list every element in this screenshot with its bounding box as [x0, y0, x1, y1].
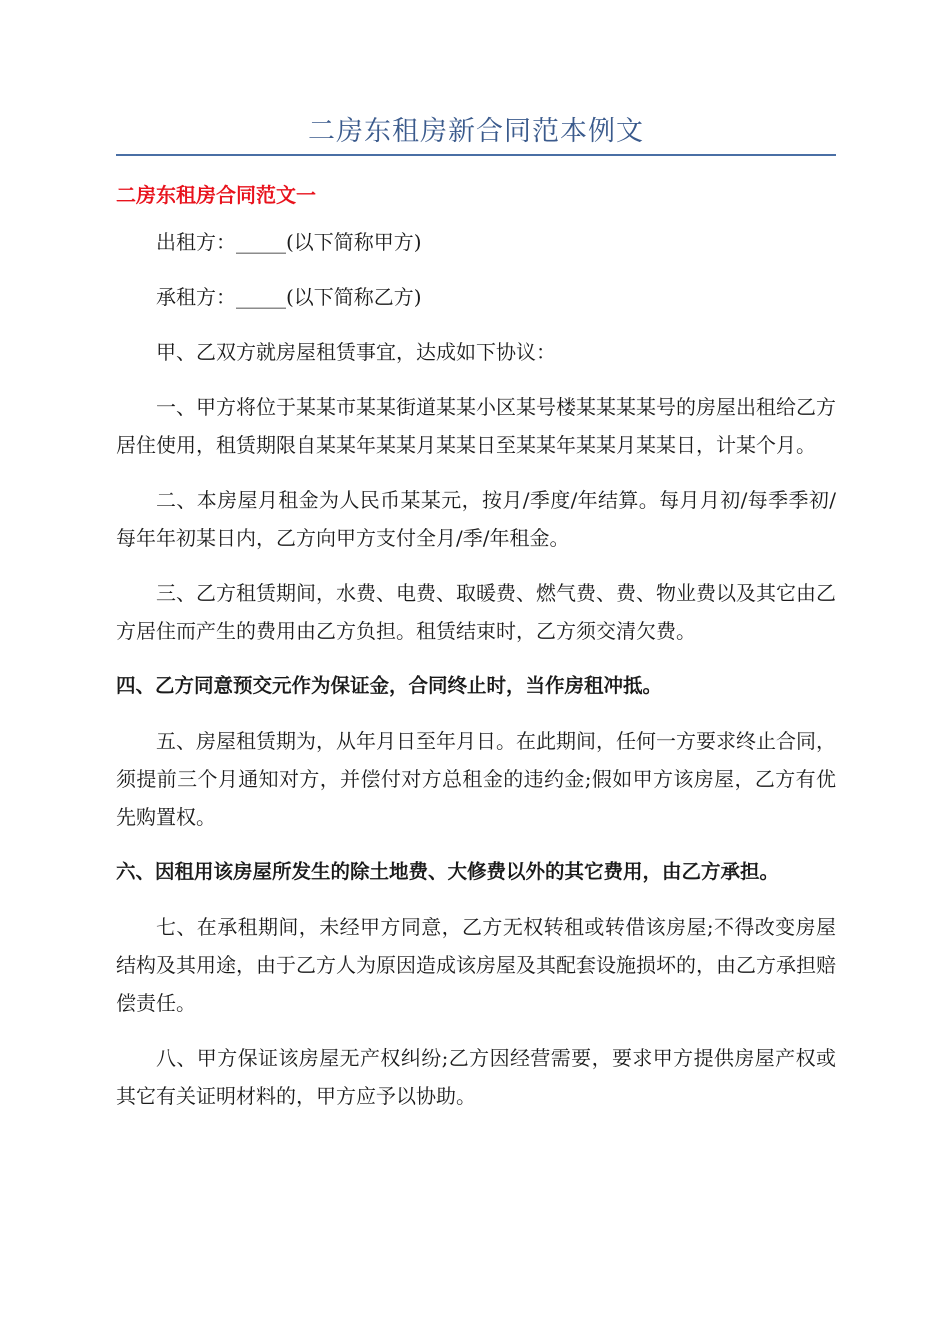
paragraph-clause-3: 三、乙方租赁期间，水费、电费、取暖费、燃气费、费、物业费以及其它由乙方居住而产生的费用由乙方负担。租赁结束时，乙方须交清欠费。 — [116, 581, 836, 643]
paragraph-clause-2: 二、本房屋月租金为人民币某某元，按月/季度/年结算。每月月初/每季季初/每年年初某日内，乙方向甲方支付全月/季/年租金。 — [116, 488, 836, 550]
paragraph-clause-4: 四、乙方同意预交元作为保证金，合同终止时，当作房租冲抵。 — [116, 674, 663, 697]
document-title: 二房东租房新合同范本例文 — [308, 116, 644, 147]
paragraph-agreement-intro: 甲、乙双方就房屋租赁事宜，达成如下协议： — [156, 340, 556, 364]
paragraph-clause-1: 一、甲方将位于某某市某某街道某某小区某号楼某某某某号的房屋出租给乙方居住使用，租赁期限自某某年某某月某某日至某某年某某月某某日，计某个月。 — [116, 395, 836, 457]
title-divider — [116, 154, 836, 156]
paragraph-lessee: 承租方：_____(以下简称乙方) — [156, 285, 422, 309]
paragraph-lessor: 出租方：_____(以下简称甲方) — [156, 230, 422, 254]
document-body — [116, 223, 836, 1132]
section-heading: 二房东租房合同范文一 — [116, 183, 316, 207]
paragraph-clause-6: 六、因租用该房屋所发生的除土地费、大修费以外的其它费用，由乙方承担。 — [116, 860, 780, 883]
paragraph-clause-8: 八、甲方保证该房屋无产权纠纷;乙方因经营需要，要求甲方提供房屋产权或其它有关证明材料的，甲方应予以协助。 — [116, 1046, 836, 1108]
paragraph-clause-5: 五、房屋租赁期为，从年月日至年月日。在此期间，任何一方要求终止合同，须提前三个月通知对方，并偿付对方总租金的违约金;假如甲方该房屋，乙方有优先购置权。 — [116, 729, 836, 829]
paragraph-clause-7: 七、在承租期间，未经甲方同意，乙方无权转租或转借该房屋;不得改变房屋结构及其用途，由于乙方人为原因造成该房屋及其配套设施损坏的，由乙方承担赔偿责任。 — [116, 915, 836, 1015]
